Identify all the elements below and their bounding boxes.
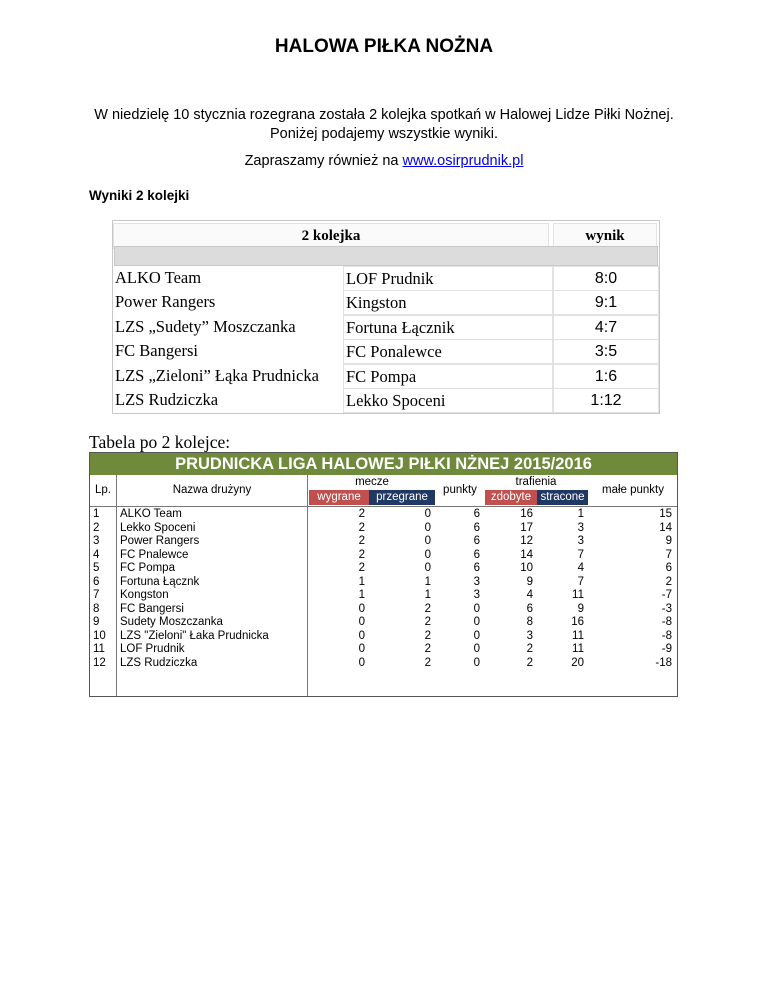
- cell-points: 0: [473, 602, 480, 615]
- results-heading: Wyniki 2 kolejki: [89, 188, 190, 203]
- cell-points: 6: [473, 548, 480, 561]
- cell-team: FC Bangersi: [120, 602, 184, 615]
- away-team: Fortuna Łącznik: [343, 315, 553, 340]
- match-score: 9:1: [553, 290, 659, 315]
- cell-small-points: -9: [661, 643, 672, 655]
- cell-won: 0: [358, 629, 365, 642]
- cell-lp: 2: [93, 521, 100, 534]
- standings-title: Tabela po 2 kolejce:: [89, 432, 231, 452]
- cell-won: 2: [358, 535, 365, 547]
- invite-text: Zapraszamy również na: [244, 153, 403, 169]
- cell-team: Fortuna Łącznk: [120, 575, 200, 588]
- standings-row: [90, 535, 677, 547]
- away-team: Kingston: [343, 290, 553, 315]
- results-row: [113, 364, 659, 388]
- cell-small-points: 14: [659, 521, 672, 534]
- header-lost: przegrane: [369, 490, 435, 505]
- cell-lp: 4: [93, 548, 100, 561]
- cell-conceded: 1: [577, 508, 584, 520]
- cell-scored: 10: [520, 562, 533, 574]
- cell-lost: 0: [424, 508, 431, 520]
- standings-row: [90, 630, 677, 642]
- cell-scored: 12: [520, 535, 533, 547]
- cell-small-points: -3: [661, 602, 672, 615]
- cell-team: Lekko Spoceni: [120, 521, 196, 534]
- cell-conceded: 11: [572, 629, 584, 642]
- standings-banner: PRUDNICKA LIGA HALOWEJ PIŁKI NŻNEJ 2015/2016: [90, 453, 677, 475]
- standings-row: [90, 643, 677, 655]
- match-score: 8:0: [553, 266, 659, 291]
- cell-team: ALKO Team: [120, 508, 182, 520]
- cell-team: LZS Rudziczka: [120, 656, 198, 669]
- cell-lost: 1: [424, 589, 431, 601]
- cell-won: 0: [358, 616, 365, 628]
- cell-team: Kongston: [120, 589, 169, 601]
- page-title: HALOWA PIŁKA NOŻNA: [274, 36, 494, 57]
- header-won: wygrane: [309, 490, 369, 505]
- cell-points: 3: [473, 575, 480, 588]
- cell-won: 2: [358, 548, 365, 561]
- cell-scored: 2: [526, 643, 533, 655]
- cell-lost: 0: [424, 562, 431, 574]
- cell-lost: 2: [424, 643, 431, 655]
- invite-line: [0, 153, 768, 169]
- cell-small-points: 9: [665, 535, 672, 547]
- cell-lost: 0: [424, 521, 431, 534]
- cell-lp: 12: [93, 656, 106, 669]
- header-goals: trafienia: [515, 476, 557, 488]
- cell-lost: 2: [424, 602, 431, 615]
- home-team: LZS Rudziczka: [115, 390, 219, 409]
- results-row: [113, 266, 659, 290]
- match-score: 3:5: [553, 339, 659, 364]
- cell-lp: 6: [93, 575, 100, 588]
- cell-conceded: 16: [571, 616, 584, 628]
- cell-lost: 2: [424, 616, 431, 628]
- cell-lost: 1: [424, 575, 431, 588]
- header-lp: Lp.: [95, 484, 111, 496]
- cell-scored: 4: [526, 589, 533, 601]
- match-score: 4:7: [553, 315, 659, 340]
- cell-lp: 5: [93, 562, 100, 574]
- cell-conceded: 4: [577, 562, 584, 574]
- cell-points: 3: [473, 589, 480, 601]
- intro-paragraph: W niedzielę 10 stycznia rozegrana została 2 kolejka spotkań w Halowej Lidze Piłki Nożnej. Poniżej podajemy wszystkie wyniki.: [94, 107, 674, 142]
- cell-lost: 2: [424, 656, 431, 669]
- home-team: FC Bangersi: [115, 341, 198, 361]
- away-team: LOF Prudnik: [343, 266, 553, 291]
- standings-row: [90, 522, 677, 534]
- cell-points: 6: [473, 562, 480, 574]
- results-header-round: 2 kolejka: [113, 223, 549, 249]
- cell-scored: 14: [520, 548, 533, 561]
- cell-small-points: -8: [661, 629, 672, 642]
- results-table: [112, 220, 660, 414]
- cell-points: 6: [473, 535, 480, 547]
- header-team: Nazwa drużyny: [172, 484, 252, 496]
- cell-team: Sudety Moszczanka: [120, 616, 223, 628]
- cell-scored: 8: [526, 616, 533, 628]
- cell-scored: 17: [520, 521, 533, 534]
- cell-lost: 2: [424, 629, 431, 642]
- standings-row: [90, 576, 677, 588]
- cell-points: 0: [473, 629, 480, 642]
- cell-lost: 0: [424, 535, 431, 547]
- cell-team: Power Rangers: [120, 535, 200, 547]
- cell-conceded: 3: [577, 535, 584, 547]
- standings-row: [90, 562, 677, 574]
- standings-row: [90, 549, 677, 561]
- cell-lp: 11: [93, 643, 105, 655]
- cell-won: 2: [358, 562, 365, 574]
- home-team: Power Rangers: [115, 292, 216, 312]
- cell-small-points: -18: [655, 656, 672, 669]
- cell-lp: 9: [93, 616, 100, 628]
- cell-team: FC Pompa: [120, 562, 175, 574]
- cell-team: FC Pnalewce: [120, 548, 189, 561]
- header-conceded: stracone: [537, 490, 588, 505]
- cell-small-points: 7: [665, 548, 672, 561]
- results-row: [113, 388, 659, 412]
- cell-conceded: 11: [572, 589, 584, 601]
- header-points: punkty: [443, 484, 477, 496]
- website-link[interactable]: www.osirprudnik.pl: [402, 153, 524, 169]
- cell-conceded: 7: [577, 575, 584, 588]
- cell-lp: 1: [93, 508, 100, 520]
- standings-row: [90, 508, 677, 520]
- cell-lp: 10: [93, 629, 106, 642]
- match-score: 1:12: [553, 388, 659, 413]
- cell-conceded: 9: [577, 602, 584, 615]
- header-small-points: małe punkty: [601, 484, 664, 496]
- cell-points: 6: [473, 521, 480, 534]
- match-score: 1:6: [553, 364, 659, 389]
- cell-small-points: 15: [659, 508, 672, 520]
- cell-won: 2: [358, 508, 365, 520]
- cell-lp: 8: [93, 602, 100, 615]
- cell-scored: 6: [526, 602, 533, 615]
- home-team: LZS „Zieloni” Łąka Prudnicka: [115, 365, 319, 385]
- cell-points: 0: [473, 656, 480, 669]
- results-row: [113, 339, 659, 363]
- cell-conceded: 3: [577, 521, 584, 534]
- standings-table: [89, 452, 678, 697]
- cell-conceded: 20: [571, 656, 584, 669]
- header-scored: zdobyte: [485, 490, 537, 505]
- standings-row: [90, 616, 677, 628]
- results-spacer-row: [114, 246, 658, 266]
- cell-points: 6: [473, 508, 480, 520]
- cell-small-points: -8: [661, 616, 672, 628]
- cell-won: 0: [358, 643, 365, 655]
- results-header-score: wynik: [553, 223, 657, 249]
- away-team: Lekko Spoceni: [343, 388, 553, 413]
- cell-conceded: 7: [577, 548, 584, 561]
- cell-won: 2: [358, 521, 365, 534]
- header-divider: [90, 506, 677, 507]
- home-team: ALKO Team: [115, 268, 202, 287]
- home-team: LZS „Sudety” Moszczanka: [115, 316, 296, 336]
- standings-row: [90, 589, 677, 601]
- results-row: [113, 290, 659, 314]
- cell-team: LOF Prudnik: [120, 643, 185, 655]
- standings-row: [90, 657, 677, 669]
- cell-won: 1: [358, 575, 365, 588]
- cell-team: LZS "Zieloni" Łaka Prudnicka: [120, 629, 269, 642]
- standings-row: [90, 603, 677, 615]
- cell-lp: 3: [93, 535, 100, 547]
- cell-scored: 16: [520, 508, 533, 520]
- cell-scored: 3: [526, 629, 533, 642]
- cell-small-points: 6: [665, 562, 672, 574]
- cell-points: 0: [473, 616, 480, 628]
- header-matches: mecze: [355, 476, 389, 488]
- away-team: FC Ponalewce: [343, 339, 553, 364]
- cell-won: 0: [358, 602, 365, 615]
- cell-scored: 2: [526, 656, 533, 669]
- cell-won: 1: [358, 589, 365, 601]
- cell-points: 0: [473, 643, 480, 655]
- cell-lp: 7: [93, 589, 100, 601]
- cell-lost: 0: [424, 548, 431, 561]
- cell-small-points: 2: [665, 575, 672, 588]
- cell-scored: 9: [526, 575, 533, 588]
- away-team: FC Pompa: [343, 364, 553, 389]
- cell-small-points: -7: [661, 589, 672, 601]
- cell-won: 0: [358, 656, 365, 669]
- results-row: [113, 315, 659, 339]
- cell-conceded: 11: [572, 643, 584, 655]
